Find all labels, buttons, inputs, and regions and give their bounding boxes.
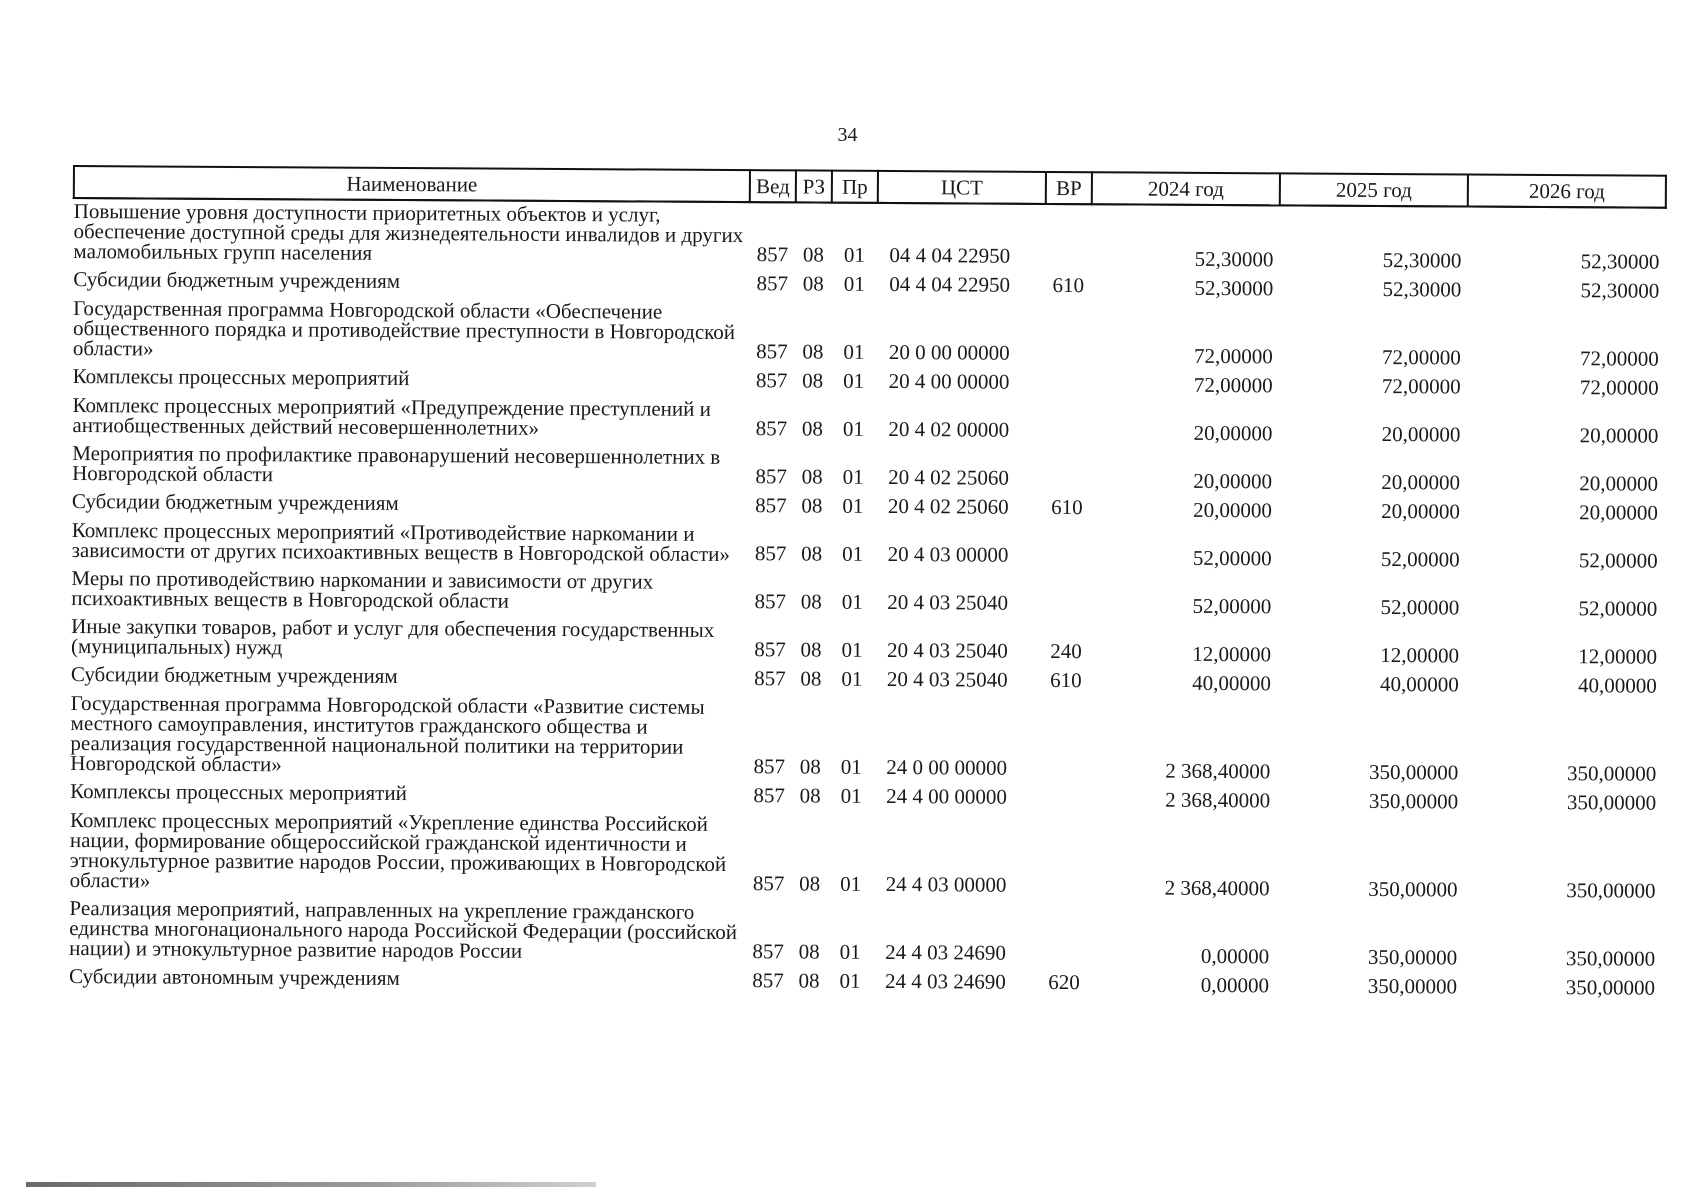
cell-vr	[1042, 697, 1089, 785]
table-body	[69, 198, 1666, 1003]
cell-ved: 857	[754, 637, 786, 662]
cell-y2025: 350,00000	[1368, 759, 1459, 785]
cell-y2026: 350,00000	[1565, 946, 1656, 971]
cell-pr: 01	[840, 754, 862, 779]
cell-vr	[1041, 902, 1087, 970]
header-2024: 2024 год	[1092, 172, 1280, 205]
cell-rz: 08	[800, 589, 822, 614]
cell-cst: 04 4 04 22950	[889, 242, 1011, 268]
cell-y2026: 40,00000	[1578, 673, 1657, 698]
cell-y2026: 20,00000	[1579, 423, 1659, 448]
cell-pr: 01	[840, 783, 862, 808]
cell-rz: 08	[800, 637, 822, 662]
cell-cst: 20 0 00 00000	[888, 339, 1010, 365]
cell-pr: 01	[841, 666, 863, 691]
cell-pr: 01	[839, 939, 861, 964]
cell-ved: 857	[753, 754, 786, 779]
cell-ved: 857	[756, 242, 789, 267]
cell-cst: 24 0 00 00000	[886, 754, 1008, 780]
cell-cst: 24 4 03 24690	[885, 939, 1007, 965]
budget-table	[68, 165, 1667, 1003]
header-ved: Вед	[750, 170, 796, 202]
cell-vr	[1044, 524, 1090, 572]
cell-ved: 857	[752, 871, 785, 896]
cell-y2026: 350,00000	[1566, 761, 1657, 786]
cell-pr: 01	[840, 871, 862, 896]
cell-y2026: 350,00000	[1566, 790, 1657, 815]
cell-cst: 20 4 02 25060	[887, 493, 1009, 519]
cell-vr: 620	[1048, 969, 1080, 995]
cell-name: Государственная программа Новгородской области «Развитие системы местного самоуправления, институтов гражданского общества и реализация государственной национальной политики на территории Новгородской области»	[70, 690, 705, 777]
cell-pr: 01	[843, 339, 865, 364]
cell-ved: 857	[754, 541, 787, 566]
cell-name: Мероприятия по профилактике правонарушений несовершеннолетних в Новгородской области	[72, 441, 721, 487]
header-rz: РЗ	[796, 170, 832, 202]
page-number: 34	[837, 124, 858, 146]
header-name: Наименование	[74, 166, 750, 202]
cell-y2024: 40,00000	[1192, 670, 1271, 696]
cell-pr: 01	[839, 968, 861, 993]
cell-y2026: 350,00000	[1565, 975, 1656, 1000]
cell-ved: 857	[753, 783, 785, 808]
cell-name: Субсидии бюджетным учреждениям	[70, 661, 398, 688]
cell-vr	[1044, 399, 1090, 447]
cell-cst: 20 4 03 25040	[887, 589, 1009, 615]
cell-y2026: 72,00000	[1580, 346, 1659, 371]
cell-y2024: 0,00000	[1200, 972, 1270, 998]
cell-name: Государственная программа Новгородской области «Обеспечение общественного порядка и противодействие преступности в Новгородской области»	[72, 296, 736, 361]
cell-rz: 08	[802, 339, 824, 364]
cell-cst: 20 4 03 00000	[887, 541, 1009, 567]
cell-y2026: 72,00000	[1579, 375, 1659, 400]
scan-artifact-strip	[26, 1182, 596, 1187]
cell-pr: 01	[842, 541, 864, 566]
cell-pr: 01	[843, 271, 865, 296]
cell-rz: 08	[799, 754, 821, 779]
cell-y2025: 12,00000	[1380, 642, 1460, 668]
cell-rz: 08	[801, 541, 823, 566]
cell-y2025: 72,00000	[1381, 374, 1461, 399]
cell-y2026: 12,00000	[1578, 644, 1658, 669]
cell-cst: 20 4 03 25040	[886, 637, 1008, 663]
cell-y2025: 350,00000	[1367, 973, 1458, 999]
cell-rz: 08	[800, 666, 822, 691]
table-row	[73, 198, 1665, 277]
cell-name: Субсидии автономным учреждениям	[68, 963, 400, 991]
cell-cst: 24 4 03 24690	[884, 968, 1006, 994]
cell-rz: 08	[801, 464, 823, 489]
cell-vr	[1045, 302, 1091, 370]
cell-y2025: 52,00000	[1380, 594, 1460, 620]
header-2026: 2026 год	[1468, 175, 1666, 208]
cell-y2025: 52,00000	[1380, 546, 1460, 572]
table-row	[73, 296, 1665, 374]
budget-document	[68, 165, 1665, 1003]
cell-pr: 01	[843, 368, 865, 393]
cell-cst: 20 4 03 25040	[886, 666, 1008, 692]
cell-vr	[1044, 447, 1090, 495]
cell-y2025: 20,00000	[1381, 421, 1461, 447]
cell-pr: 01	[842, 464, 864, 489]
cell-rz: 08	[801, 416, 823, 441]
cell-rz: 08	[799, 871, 821, 896]
cell-cst: 20 4 00 00000	[888, 368, 1010, 394]
cell-y2026: 52,30000	[1580, 278, 1660, 303]
cell-y2024: 72,00000	[1194, 343, 1273, 369]
cell-name: Иные закупки товаров, работ и услуг для обеспечения государственных (муниципальных) нужд	[70, 613, 715, 660]
cell-y2025: 72,00000	[1382, 345, 1461, 370]
cell-rz: 08	[798, 968, 820, 993]
cell-y2024: 2 368,40000	[1164, 875, 1270, 901]
cell-ved: 857	[755, 493, 787, 518]
cell-vr	[1043, 572, 1089, 620]
cell-y2024: 72,00000	[1193, 372, 1273, 398]
cell-name: Комплексы процессных мероприятий	[70, 778, 407, 806]
cell-vr	[1042, 814, 1089, 902]
cell-pr: 01	[841, 637, 863, 662]
cell-y2025: 350,00000	[1368, 788, 1459, 814]
cell-rz: 08	[802, 368, 824, 393]
cell-rz: 08	[801, 493, 823, 518]
cell-y2024: 52,00000	[1192, 593, 1272, 619]
cell-name: Комплексы процессных мероприятий	[72, 364, 410, 391]
cell-y2025: 40,00000	[1380, 671, 1459, 697]
cell-y2024: 20,00000	[1193, 420, 1273, 446]
table-row	[70, 691, 1663, 789]
header-2025: 2025 год	[1280, 173, 1468, 206]
cell-ved: 857	[754, 666, 786, 691]
header-cst: ЦСТ	[878, 171, 1046, 204]
cell-y2025: 350,00000	[1368, 876, 1458, 902]
cell-y2025: 52,30000	[1382, 277, 1462, 302]
cell-cst: 20 4 02 25060	[888, 464, 1009, 490]
cell-name: Субсидии бюджетным учреждениям	[71, 489, 399, 515]
cell-name: Комплекс процессных мероприятий «Укрепление единства Российской нации, формирование общероссийской гражданской идентичности и этнокультурное развитие народов России, проживающих в Новгородской области»	[69, 807, 727, 893]
cell-ved: 857	[756, 271, 789, 296]
cell-name: Реализация мероприятий, направленных на укрепление гражданского единства многонационального народа Российской Федерации (российской нации) и этнокультурное развитие народов России	[69, 895, 738, 963]
cell-y2024: 2 368,40000	[1165, 758, 1271, 784]
cell-pr: 01	[842, 493, 864, 518]
cell-cst: 24 4 03 00000	[885, 871, 1007, 897]
cell-cst: 20 4 02 00000	[888, 416, 1010, 442]
table-row	[70, 808, 1663, 906]
cell-ved: 857	[755, 368, 788, 393]
header-vr: ВР	[1046, 172, 1092, 204]
cell-pr: 01	[842, 416, 864, 441]
cell-y2024: 52,30000	[1194, 246, 1274, 272]
cell-vr: 610	[1050, 667, 1082, 693]
cell-rz: 08	[802, 271, 824, 296]
cell-vr: 240	[1050, 638, 1082, 664]
cell-cst: 04 4 04 22950	[889, 271, 1011, 297]
cell-y2024: 20,00000	[1193, 497, 1272, 523]
cell-vr: 610	[1052, 272, 1085, 298]
cell-ved: 857	[756, 339, 788, 364]
cell-vr	[1045, 204, 1091, 273]
cell-y2025: 350,00000	[1367, 944, 1458, 970]
cell-y2025: 20,00000	[1381, 498, 1460, 524]
cell-ved: 857	[752, 968, 784, 993]
cell-y2026: 52,00000	[1578, 548, 1658, 573]
cell-y2026: 52,30000	[1580, 249, 1660, 274]
cell-y2026: 350,00000	[1566, 878, 1656, 903]
cell-vr	[1042, 785, 1088, 814]
cell-y2024: 0,00000	[1200, 943, 1270, 969]
cell-y2026: 52,00000	[1578, 596, 1658, 621]
header-pr: Пр	[832, 171, 878, 203]
cell-name: Повышение уровня доступности приоритетных объектов и услуг, обеспечение доступной среды для жизнедеятельности инвалидов и других маломобильных групп населения	[73, 199, 744, 265]
cell-pr: 01	[843, 242, 866, 267]
table-row	[69, 896, 1661, 974]
cell-y2025: 20,00000	[1381, 469, 1461, 495]
cell-name: Меры по противодействию наркомании и зависимости от других психоактивных веществ в Новгородской области	[71, 565, 654, 613]
cell-name: Субсидии бюджетным учреждениям	[73, 267, 401, 294]
cell-rz: 08	[798, 939, 820, 964]
cell-rz: 08	[799, 783, 821, 808]
cell-ved: 857	[754, 589, 787, 614]
cell-pr: 01	[841, 589, 863, 614]
cell-y2024: 52,30000	[1194, 275, 1274, 301]
cell-y2024: 52,00000	[1192, 545, 1272, 571]
cell-rz: 08	[802, 242, 825, 267]
cell-ved: 857	[752, 939, 785, 964]
cell-y2026: 20,00000	[1579, 471, 1659, 496]
cell-name: Комплекс процессных мероприятий «Противодействие наркомании и зависимости от других психоактивных веществ в Новгородской области»	[71, 517, 731, 567]
cell-ved: 857	[755, 416, 788, 441]
cell-ved: 857	[755, 464, 787, 489]
cell-y2026: 20,00000	[1579, 500, 1658, 525]
cell-cst: 24 4 00 00000	[886, 783, 1007, 809]
cell-vr: 610	[1051, 494, 1083, 520]
cell-vr	[1045, 370, 1091, 399]
cell-y2024: 12,00000	[1192, 641, 1272, 667]
cell-y2024: 20,00000	[1193, 468, 1273, 494]
cell-y2024: 2 368,40000	[1165, 787, 1271, 813]
cell-name: Комплекс процессных мероприятий «Предупреждение преступлений и антиобщественных действий несовершеннолетних»	[72, 393, 712, 440]
cell-y2025: 52,30000	[1382, 248, 1462, 273]
